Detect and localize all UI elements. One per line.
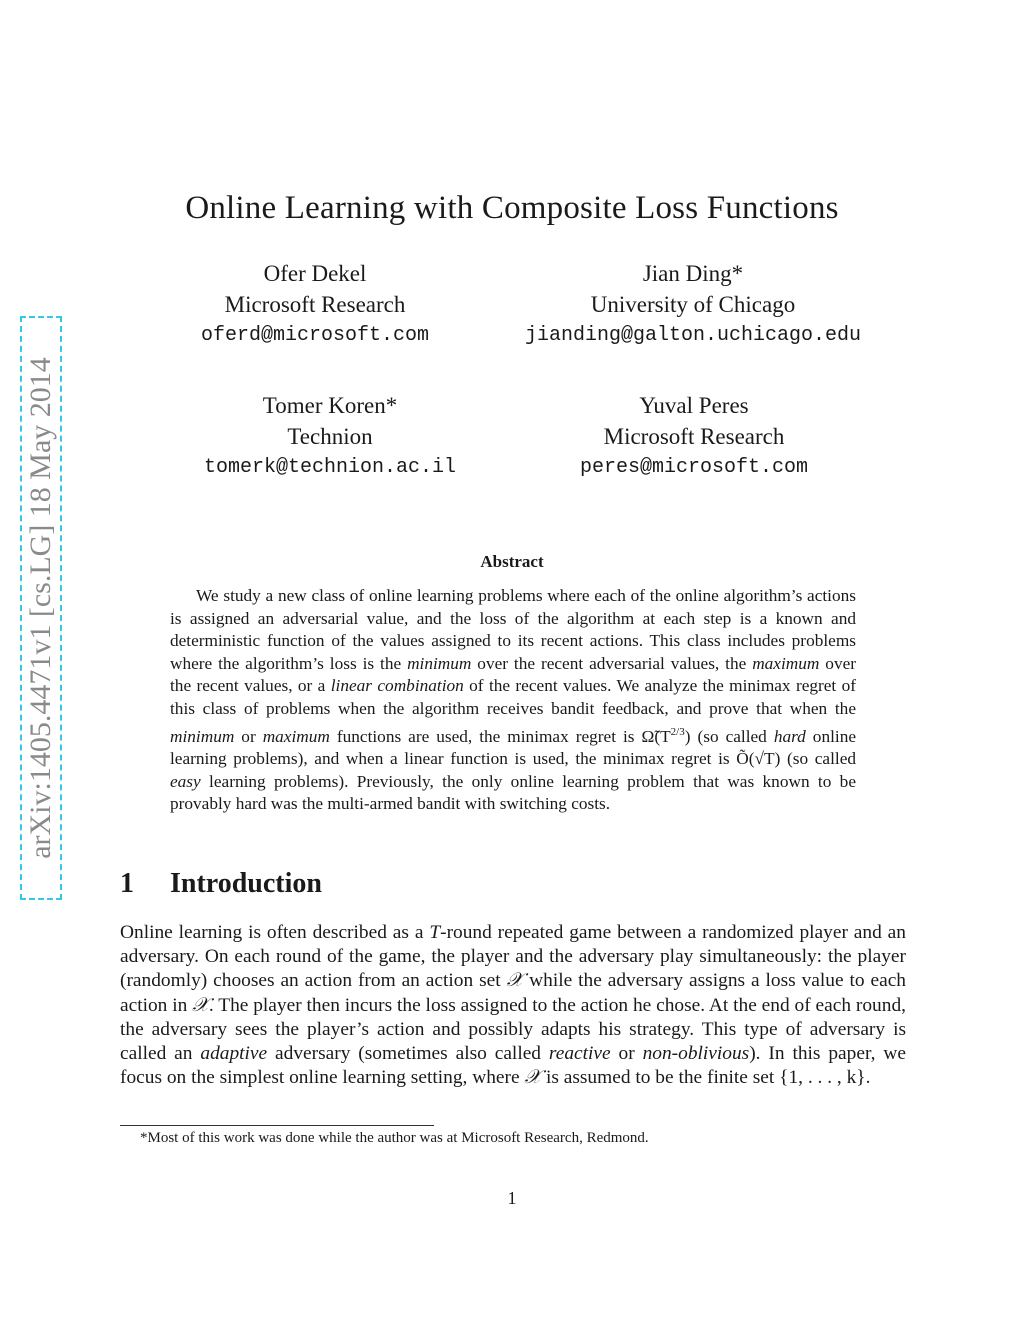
author-affiliation: Microsoft Research <box>224 292 406 317</box>
footnote-rule <box>120 1125 434 1126</box>
author-name: Ofer Dekel <box>263 261 367 286</box>
abstract-heading: Abstract <box>480 552 544 571</box>
section-heading <box>120 868 322 900</box>
introduction-paragraph: Online learning is often described as a T-round repeated game between a randomized player and an adversary. On each round of the game, the player and the adversary play simultaneously: the player (randomly) chooses an action from an action set 𝒳 while the adversary assigns a loss value to each action in 𝒳. The player then incurs the loss assigned to the action he chose. At the end of each round, the adversary sees the player’s action and possibly adapts his strategy. This type of adversary is called an adaptive adversary (sometimes also called reactive or non-oblivious). In this paper, we focus on the simplest online learning setting, where 𝒳 is assumed to be the finite set {1, . . . , k}. <box>120 922 907 1089</box>
author-block-3 <box>150 390 510 483</box>
section-title: Introduction <box>170 868 322 899</box>
author-name: Yuval Peres <box>639 393 749 418</box>
author-affiliation: Technion <box>287 424 373 449</box>
arxiv-stamp-text: arXiv:1405.4471v1 [cs.LG] 18 May 2014 <box>24 357 57 859</box>
author-name: Tomer Koren* <box>262 393 398 418</box>
section-number: 1 <box>120 868 134 899</box>
author-email[interactable]: peres@microsoft.com <box>579 456 809 479</box>
page-number: 1 <box>507 1188 517 1208</box>
author-email[interactable]: tomerk@technion.ac.il <box>203 456 457 479</box>
author-block-2 <box>513 258 873 351</box>
author-affiliation: University of Chicago <box>590 292 796 317</box>
author-affiliation: Microsoft Research <box>603 424 785 449</box>
author-email[interactable]: oferd@microsoft.com <box>200 324 430 347</box>
author-email[interactable]: jianding@galton.uchicago.edu <box>524 324 862 347</box>
paper-title: Online Learning with Composite Loss Functions <box>185 190 839 226</box>
footnote: *Most of this work was done while the author was at Microsoft Research, Redmond. <box>140 1130 649 1146</box>
abstract-body: We study a new class of online learning problems where each of the online algorithm’s actions is assigned an adversarial value, and the loss of the algorithm at each step is a known and deterministic function of the values assigned to its recent actions. This class includes problems where the algorithm’s loss is the minimum over the recent adversarial values, the maximum over the recent values, or a linear combination of the recent values. We analyze the minimax regret of this class of problems when the algorithm receives bandit feedback, and prove that when the minimum or maximum functions are used, the minimax regret is $\Omegã(T^{2/3})$ (so called hard online learning problems), and when a linear function is used, the minimax regret is Õ(√T) (so called easy learning problems). Previously, the only online learning problem that was known to be provably hard was the multi-armed bandit with switching costs. <box>170 586 857 814</box>
author-name: Jian Ding* <box>642 261 744 286</box>
author-block-1 <box>135 258 495 351</box>
arxiv-stamp <box>20 316 62 900</box>
author-block-4 <box>514 390 874 483</box>
